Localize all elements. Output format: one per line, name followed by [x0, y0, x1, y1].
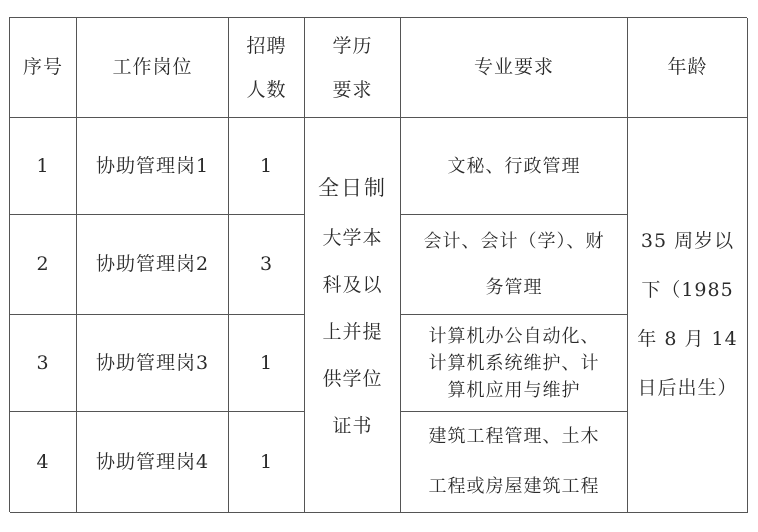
- row-3-no-text: 3: [36, 351, 50, 374]
- row-2-no: [10, 215, 77, 315]
- header-age-text: 年龄: [667, 56, 708, 79]
- row-2-no-text: 2: [36, 253, 50, 276]
- row-4-major-line-1: 建筑工程管理、土木: [428, 426, 600, 447]
- row-4-position-text: 协助管理岗4: [95, 450, 210, 473]
- row-1-count: [229, 118, 305, 215]
- row-3-major-line-3: 算机应用与维护: [447, 379, 581, 401]
- row-4-position: [77, 412, 229, 513]
- row-1-no: [10, 118, 77, 215]
- age-line-2: 下（1985: [641, 279, 734, 301]
- header-headcount-line-1: 招聘: [246, 34, 287, 57]
- education-line-4: 供学位: [322, 368, 383, 391]
- recruitment-table: [9, 17, 747, 512]
- header-major: [401, 18, 628, 118]
- header-education: [305, 18, 401, 118]
- row-3-major: [401, 315, 628, 412]
- age-merged-cell: [628, 118, 748, 513]
- age-line-3: 年 8 月 14: [637, 328, 738, 350]
- header-headcount: [229, 18, 305, 118]
- row-2-count: [229, 215, 305, 315]
- header-no-text: 序号: [22, 56, 63, 79]
- row-4-no-text: 4: [36, 450, 50, 473]
- row-1-major-line-1: 文秘、行政管理: [447, 156, 581, 177]
- age-line-1: 35 周岁以: [640, 230, 735, 252]
- row-2-position: [77, 215, 229, 315]
- education-title: 全日制: [318, 176, 387, 200]
- header-major-text: 专业要求: [473, 56, 554, 79]
- header-position-text: 工作岗位: [112, 56, 193, 79]
- row-4-count-text: 1: [259, 450, 274, 473]
- education-line-2: 科及以: [322, 274, 383, 297]
- row-4-no: [10, 412, 77, 513]
- header-headcount-line-2: 人数: [246, 78, 287, 101]
- row-2-position-text: 协助管理岗2: [95, 253, 210, 276]
- header-position: [77, 18, 229, 118]
- age-line-4: 日后出生）: [637, 377, 738, 399]
- row-1-position-text: 协助管理岗1: [95, 154, 210, 177]
- row-3-count: [229, 315, 305, 412]
- row-3-position-text: 协助管理岗3: [95, 351, 210, 374]
- header-age: [628, 18, 748, 118]
- education-merged-cell: [305, 118, 401, 513]
- education-line-3: 上并提: [322, 321, 383, 344]
- row-3-major-line-2: 计算机系统维护、计: [428, 352, 600, 374]
- row-4-major-line-2: 工程或房屋建筑工程: [428, 476, 600, 497]
- row-3-major-line-1: 计算机办公自动化、: [428, 325, 600, 347]
- row-1-major: [401, 118, 628, 215]
- row-4-count: [229, 412, 305, 513]
- row-3-count-text: 1: [259, 351, 274, 374]
- row-2-major: [401, 215, 628, 315]
- row-3-no: [10, 315, 77, 412]
- row-2-count-text: 3: [259, 253, 274, 276]
- row-3-position: [77, 315, 229, 412]
- row-1-no-text: 1: [36, 154, 50, 177]
- header-no: [10, 18, 77, 118]
- row-2-major-line-1: 会计、会计（学）、财: [423, 230, 605, 252]
- header-education-line-2: 要求: [332, 78, 373, 101]
- row-1-position: [77, 118, 229, 215]
- header-education-line-1: 学历: [332, 34, 373, 57]
- row-1-count-text: 1: [259, 154, 274, 177]
- row-2-major-line-2: 务管理: [485, 276, 543, 298]
- education-line-1: 大学本: [322, 227, 383, 250]
- row-4-major: [401, 412, 628, 513]
- education-line-5: 证书: [332, 415, 373, 438]
